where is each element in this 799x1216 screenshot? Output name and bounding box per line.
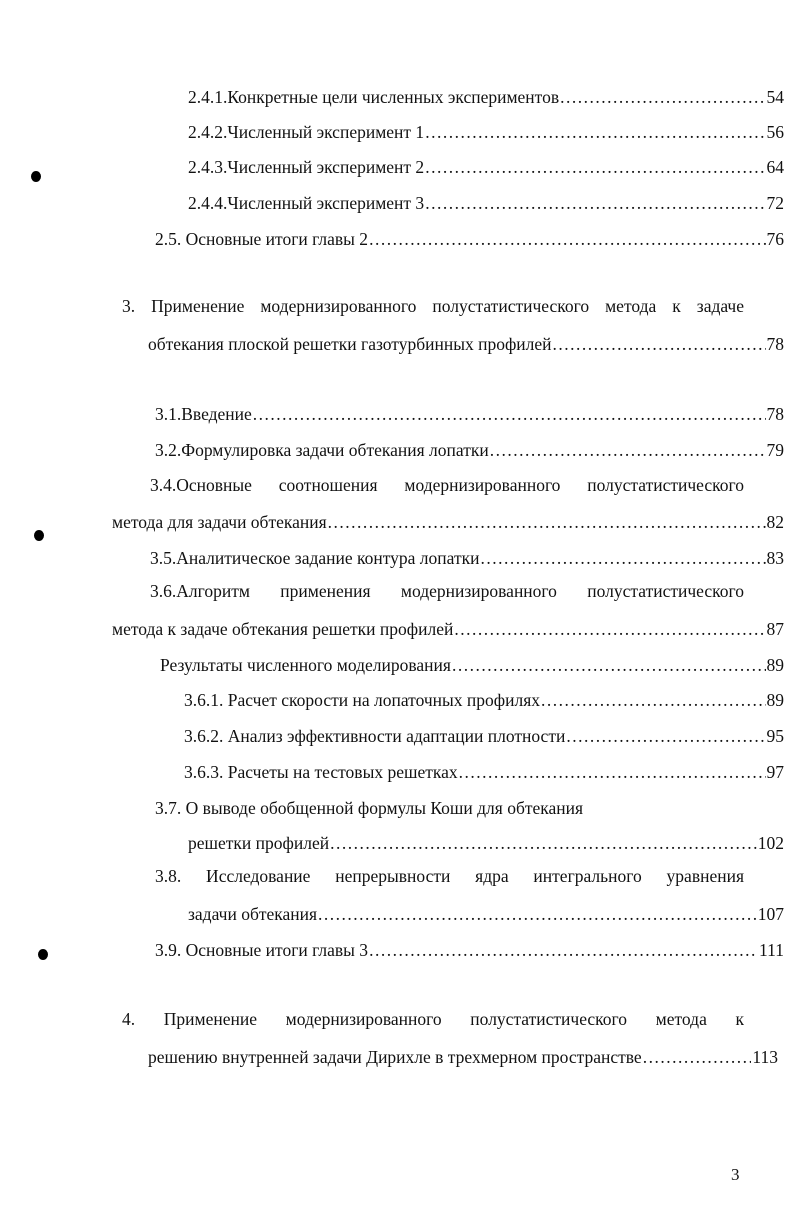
toc-entry-page: 78 xyxy=(766,404,784,424)
dot-leader xyxy=(369,229,765,250)
toc-entry xyxy=(155,433,784,461)
toc-entry-title: метода для задачи обтекания xyxy=(112,512,327,532)
toc-entry-title: решению внутренней задачи Дирихле в трехмерном пространстве xyxy=(148,1047,642,1067)
toc-entry-page: 56 xyxy=(766,122,784,142)
toc-entry-page: 78 xyxy=(766,334,784,354)
dot-leader xyxy=(318,904,757,925)
toc-entry-title: 2.4.3.Численный эксперимент 2 xyxy=(188,157,425,177)
toc-entry-page: 79 xyxy=(766,440,784,460)
toc-entry xyxy=(188,80,784,108)
toc-entry-page: 89 xyxy=(766,690,784,710)
toc-entry-title: 3.5.Аналитическое задание контура лопатки xyxy=(150,548,480,568)
toc-entry-page: 76 xyxy=(766,229,784,249)
toc-entry-title: 3.7. О выводе обобщенной формулы Коши для обтекания xyxy=(155,798,584,818)
dot-leader xyxy=(459,762,766,783)
toc-entry-page: 113 xyxy=(752,1047,778,1067)
toc-entry-title: 2.4.2.Численный эксперимент 1 xyxy=(188,122,425,142)
toc-entry xyxy=(184,683,784,711)
toc-entry-title: 3.6.2. Анализ эффективности адаптации плотности xyxy=(184,726,566,746)
toc-entry xyxy=(150,541,784,569)
toc-entry-title: решетки профилей xyxy=(188,833,330,853)
page-number: 3 xyxy=(731,1165,740,1184)
toc-entry-page: 83 xyxy=(766,548,784,568)
dot-leader xyxy=(541,690,765,711)
toc-entry xyxy=(184,755,784,783)
chapter-4-heading-line1: 4. Применение модернизированного полустатистического метода к xyxy=(122,1009,744,1029)
toc-entry-page: 95 xyxy=(766,726,784,746)
toc-entry-page: 82 xyxy=(766,512,784,532)
toc-entry-title: 3.6.1. Расчет скорости на лопаточных профилях xyxy=(184,690,541,710)
chapter-3-heading-line1: 3. Применение модернизированного полустатистического метода к задаче xyxy=(122,296,744,316)
toc-entry-title: задачи обтекания xyxy=(188,904,318,924)
toc-entry-title: 3.9. Основные итоги главы 3 xyxy=(155,940,369,960)
toc-entry-title: метода к задаче обтекания решетки профилей xyxy=(112,619,454,639)
toc-entry-title: 3.2.Формулировка задачи обтекания лопатки xyxy=(155,440,489,460)
toc-entry-page: 111 xyxy=(759,940,784,960)
toc-entry-page: 102 xyxy=(757,833,784,853)
toc-entry-title: 2.5. Основные итоги главы 2 xyxy=(155,229,369,249)
toc-entry xyxy=(112,612,784,640)
toc-entry-title: обтекания плоской решетки газотурбинных профилей xyxy=(148,334,552,354)
dot-leader xyxy=(553,334,766,355)
dot-leader xyxy=(425,193,765,214)
dot-leader xyxy=(425,157,765,178)
toc-entry-line1: 3.8. Исследование непрерывности ядра интегрального уравнения xyxy=(155,866,744,886)
dot-leader xyxy=(480,548,765,569)
dot-leader xyxy=(328,512,766,533)
binder-hole xyxy=(31,171,41,182)
toc-entry-line1: 3.4.Основные соотношения модернизированного полустатистического xyxy=(150,475,744,495)
toc-entry xyxy=(188,897,784,925)
toc-entry xyxy=(160,648,784,676)
toc-entry xyxy=(155,222,784,250)
toc-entry xyxy=(188,115,784,143)
toc-entry-line1 xyxy=(155,791,755,819)
toc-entry-page: 87 xyxy=(766,619,784,639)
dot-leader xyxy=(425,122,765,143)
binder-hole xyxy=(38,949,48,960)
binder-hole xyxy=(34,530,44,541)
toc-entry-page: 97 xyxy=(766,762,784,782)
dot-leader xyxy=(560,87,765,108)
dot-leader xyxy=(330,833,757,854)
dot-leader xyxy=(452,655,766,676)
toc-entry-title: 2.4.4.Численный эксперимент 3 xyxy=(188,193,425,213)
toc-entry-title: 3.1.Введение xyxy=(155,404,252,424)
dot-leader xyxy=(643,1047,752,1068)
chapter-4-heading xyxy=(148,1040,778,1068)
dot-leader xyxy=(490,440,766,461)
toc-entry xyxy=(155,397,784,425)
chapter-3-heading xyxy=(148,327,784,355)
toc-entry-line1: 3.6.Алгоритм применения модернизированного полустатистического xyxy=(150,581,744,601)
toc-entry xyxy=(112,505,784,533)
toc-entry-title: 2.4.1.Конкретные цели численных экспериментов xyxy=(188,87,560,107)
toc-entry xyxy=(188,150,784,178)
dot-leader xyxy=(566,726,765,747)
toc-entry xyxy=(184,719,784,747)
toc-entry-page: 72 xyxy=(766,193,784,213)
toc-entry-page: 89 xyxy=(766,655,784,675)
toc-entry xyxy=(155,933,784,961)
toc-entry xyxy=(188,826,784,854)
toc-entry-title: Результаты численного моделирования xyxy=(160,655,451,675)
toc-entry-page: 54 xyxy=(766,87,784,107)
toc-entry-title: 3.6.3. Расчеты на тестовых решетках xyxy=(184,762,458,782)
dot-leader xyxy=(454,619,765,640)
dot-leader xyxy=(369,940,758,961)
toc-entry xyxy=(188,186,784,214)
toc-entry-page: 64 xyxy=(766,157,784,177)
dot-leader xyxy=(253,404,766,425)
toc-entry-page: 107 xyxy=(757,904,784,924)
